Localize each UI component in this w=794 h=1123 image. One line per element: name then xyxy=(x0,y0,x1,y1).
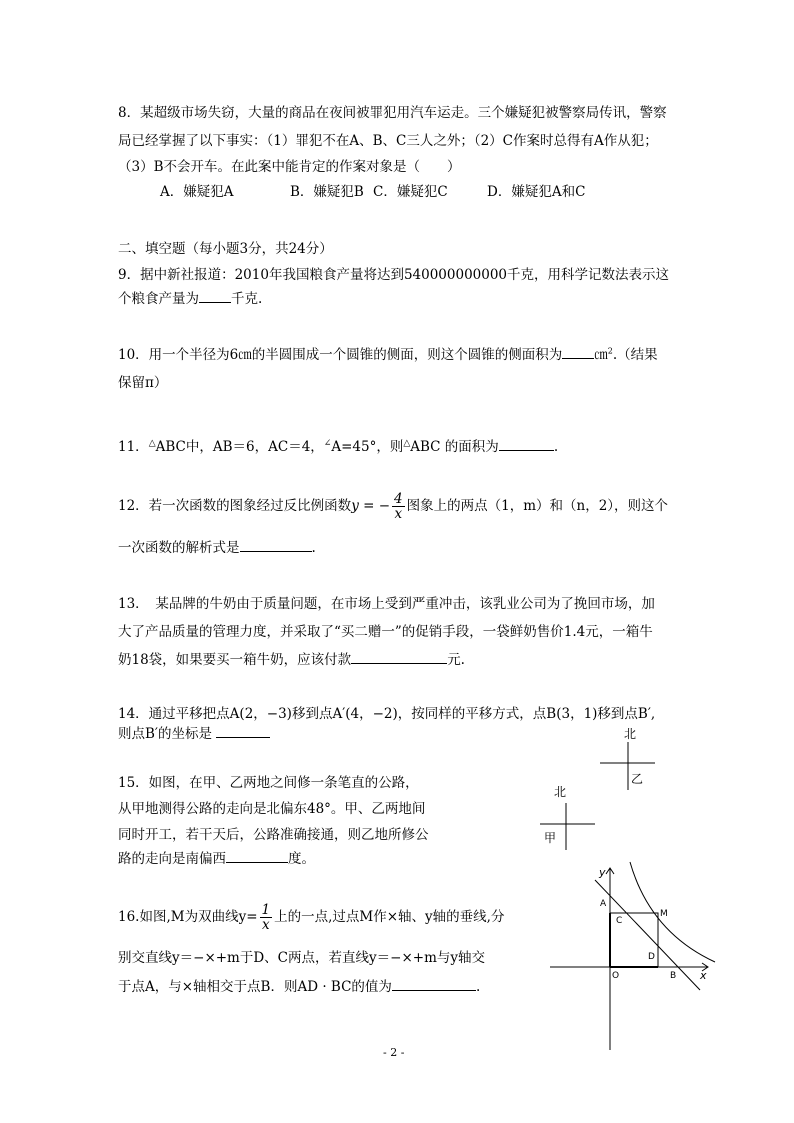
q16-fraction-numerator: 1 xyxy=(261,902,271,918)
q10-note: .（结果 xyxy=(612,347,658,363)
q14-text: 则点B′的坐标是 xyxy=(118,726,212,742)
q16-text2: 上的一点,过点M作×轴、y轴的垂线,分 xyxy=(274,909,505,926)
q12-line2 xyxy=(118,536,316,556)
q8-option-b: B．嫌疑犯B xyxy=(290,184,364,200)
q16-line1 xyxy=(118,903,504,932)
q8-option-d: D．嫌疑犯A和C xyxy=(487,184,586,200)
q15-line1: 15．如图，在甲、乙两地之间修一条笔直的公路， xyxy=(118,775,419,791)
q15-unit: 度。 xyxy=(288,851,315,867)
q10-unit: ㎝ xyxy=(594,347,608,363)
label-y: y xyxy=(599,866,606,879)
q16-line3 xyxy=(118,975,480,995)
label-a: A xyxy=(600,899,607,909)
q15-answer-blank[interactable] xyxy=(226,848,288,863)
angle-icon: ∠ xyxy=(323,438,332,449)
q8-option-c: C．嫌疑犯C xyxy=(373,184,448,200)
label-d: D xyxy=(648,952,655,962)
q13-unit: 元. xyxy=(447,652,465,668)
q11-text2: A=45°，则 xyxy=(331,439,404,455)
q12-fraction xyxy=(392,492,405,521)
q15-text: 路的走向是南偏西 xyxy=(118,851,226,867)
label-o: O xyxy=(612,971,620,981)
q8-option-a: A．嫌疑犯A xyxy=(160,184,234,200)
q16-answer-blank[interactable] xyxy=(392,976,476,991)
q10-answer-blank[interactable] xyxy=(562,344,594,359)
triangle-icon: △ xyxy=(148,438,156,449)
label-x: x xyxy=(700,969,707,982)
q12-function-lhs: y = − xyxy=(351,498,391,515)
figure-q16-graph xyxy=(550,862,720,1052)
q15-line2: 从甲地测得公路的走向是北偏东48°。甲、乙两地间 xyxy=(118,801,426,817)
q14-line2 xyxy=(118,722,270,742)
q16-text: 16.如图,M为双曲线y= xyxy=(118,909,258,926)
q10-line1 xyxy=(118,343,658,363)
q9-unit: 千克. xyxy=(231,291,263,307)
q11-line xyxy=(118,435,558,455)
q11-text1: ABC中，AB＝6，AC＝4， xyxy=(155,439,324,455)
q9-text: 个粮食产量为 xyxy=(118,291,199,307)
q13-text: 奶18袋，如果要买一箱牛奶，应该付款 xyxy=(118,652,352,668)
q15-line3: 同时开工，若干天后，公路准确接通，则乙地所修公 xyxy=(118,827,429,843)
q12-fraction-denominator: x xyxy=(394,506,403,523)
q16-end: . xyxy=(475,979,481,995)
q11-end: . xyxy=(553,439,559,455)
q8-line1: 8．某超级市场失窃，大量的商品在夜间被罪犯用汽车运走。三个嫌疑犯被警察局传讯，警察 xyxy=(118,105,667,121)
label-yi: 乙 xyxy=(631,772,644,786)
q16-text3: 于点A，与×轴相交于点B．则AD · BC的值为 xyxy=(118,979,392,995)
q14-answer-blank[interactable] xyxy=(216,723,270,738)
q8-line2: 局已经掌握了以下事实：（1）罪犯不在A、B、C三人之外；（2）C作案时总得有A作从犯； xyxy=(118,133,658,149)
q15-line4 xyxy=(118,847,315,867)
q12-end: . xyxy=(311,540,316,556)
q12-line1 xyxy=(118,492,668,521)
section-title: 二、填空题（每小题3分，共24分） xyxy=(118,241,333,257)
page-number: - 2 - xyxy=(383,1046,405,1059)
q10-text: 10．用一个半径为6㎝的半圆围成一个圆锥的侧面，则这个圆锥的侧面积为 xyxy=(118,347,563,363)
q13-line1: 13． 某品牌的牛奶由于质量问题，在市场上受到严重冲击，该乳业公司为了挽回市场，加 xyxy=(118,596,655,612)
q16-line2: 别交直线y＝−×+m于D、C两点，若直线y＝−×+m与y轴交 xyxy=(118,950,486,966)
q14-line1: 14．通过平移把点A(2，−3)移到点A′(4，−2)，按同样的平移方式，点B(3，1)移到点B′, xyxy=(118,706,656,722)
label-b: B xyxy=(670,971,677,981)
q13-line2: 大了产品质量的管理力度，并采取了“买二赠一”的促销手段，一袋鲜奶售价1.4元，一箱牛 xyxy=(118,624,653,640)
q12-answer-blank[interactable] xyxy=(240,537,312,552)
q16-fraction xyxy=(260,903,273,932)
q13-answer-blank[interactable] xyxy=(351,649,447,664)
q10-line2: 保留π） xyxy=(118,375,168,391)
q13-line3 xyxy=(118,648,465,668)
q12-text: 12．若一次函数的图象经过反比例函数 xyxy=(118,498,352,515)
q11-number: 11． xyxy=(118,439,149,455)
q9-answer-blank[interactable] xyxy=(199,288,231,303)
triangle-icon: △ xyxy=(403,438,411,449)
figure-q15-compass xyxy=(530,720,644,860)
hyperbola-curve xyxy=(630,862,715,962)
q11-answer-blank[interactable] xyxy=(499,436,554,451)
label-north-2: 北 xyxy=(554,785,567,799)
q9-line1: 9．据中新社报道：2010年我国粮食产量将达到540000000000千克，用科学记数法表示这 xyxy=(118,267,670,283)
label-north-1: 北 xyxy=(624,727,637,741)
q12-text3: 一次函数的解析式是 xyxy=(118,540,240,556)
q10-unit-sup: 2 xyxy=(607,346,613,356)
q12-text2: 图象上的两点（1，m）和（n，2），则这个 xyxy=(406,498,669,515)
q8-line3: （3）B不会开车。在此案中能肯定的作案对象是（ ） xyxy=(118,159,461,175)
q16-fraction-denominator: x xyxy=(262,917,270,934)
q9-line2 xyxy=(118,287,262,307)
q12-fraction-numerator: 4 xyxy=(394,491,403,507)
label-jia: 甲 xyxy=(544,831,557,845)
label-c: C xyxy=(616,916,623,926)
label-m: M xyxy=(660,909,668,919)
q11-text3: ABC 的面积为 xyxy=(410,439,499,455)
